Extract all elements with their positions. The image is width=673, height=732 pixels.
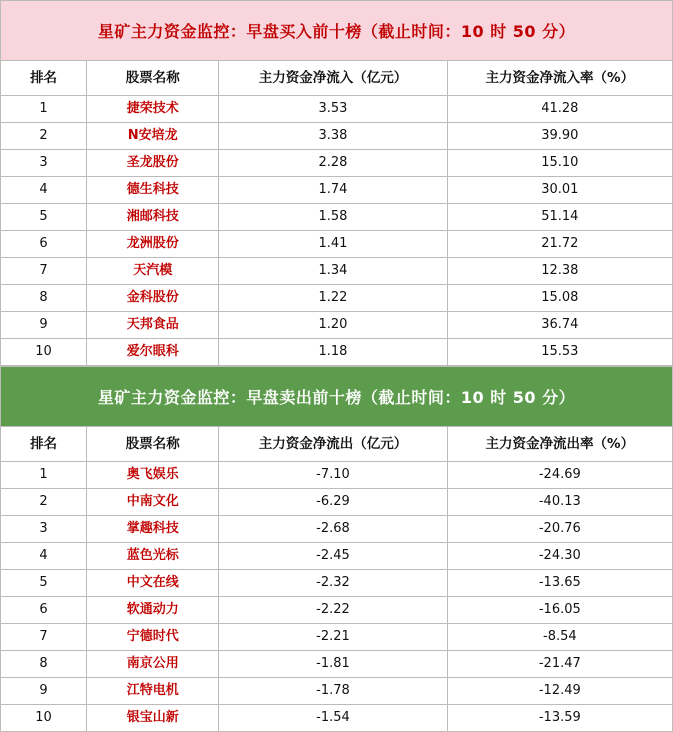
rate-cell: 36.74 — [447, 312, 672, 339]
stock-name-cell: 奥飞娱乐 — [87, 462, 219, 489]
amount-cell: 3.38 — [219, 123, 447, 150]
amount-cell: -2.68 — [219, 516, 447, 543]
table-row — [1, 705, 673, 732]
table-row — [1, 231, 673, 258]
table-row — [1, 516, 673, 543]
rate-cell: -40.13 — [447, 489, 672, 516]
amount-cell: -2.22 — [219, 597, 447, 624]
rank-cell: 9 — [1, 678, 87, 705]
rank-cell: 1 — [1, 96, 87, 123]
rate-cell: -16.05 — [447, 597, 672, 624]
table-row — [1, 543, 673, 570]
rank-cell: 5 — [1, 570, 87, 597]
rate-cell: 30.01 — [447, 177, 672, 204]
stock-name-cell: N安培龙 — [87, 123, 219, 150]
stock-name-cell: 中文在线 — [87, 570, 219, 597]
rate-cell: -12.49 — [447, 678, 672, 705]
amount-cell: 1.18 — [219, 339, 447, 366]
stock-name-cell: 银宝山新 — [87, 705, 219, 732]
amount-cell: 2.28 — [219, 150, 447, 177]
rate-cell: 15.08 — [447, 285, 672, 312]
buy-header-rate: 主力资金净流入率（%） — [447, 61, 672, 96]
buy-header-name: 股票名称 — [87, 61, 219, 96]
amount-cell: 1.20 — [219, 312, 447, 339]
rank-cell: 6 — [1, 231, 87, 258]
rate-cell: -8.54 — [447, 624, 672, 651]
table-row — [1, 597, 673, 624]
table-row — [1, 312, 673, 339]
rate-cell: -20.76 — [447, 516, 672, 543]
table-row — [1, 570, 673, 597]
stock-name-cell: 德生科技 — [87, 177, 219, 204]
stock-name-cell: 圣龙股份 — [87, 150, 219, 177]
rank-cell: 2 — [1, 123, 87, 150]
sell-table-header-row — [1, 427, 673, 462]
stock-name-cell: 爱尔眼科 — [87, 339, 219, 366]
rate-cell: 15.53 — [447, 339, 672, 366]
stock-name-cell: 江特电机 — [87, 678, 219, 705]
rate-cell: 21.72 — [447, 231, 672, 258]
table-row — [1, 678, 673, 705]
table-row — [1, 177, 673, 204]
rate-cell: 41.28 — [447, 96, 672, 123]
stock-name-cell: 天邦食品 — [87, 312, 219, 339]
buy-header-amount: 主力资金净流入（亿元） — [219, 61, 447, 96]
rank-cell: 6 — [1, 597, 87, 624]
sell-section — [0, 366, 673, 732]
stock-name-cell: 掌趣科技 — [87, 516, 219, 543]
rank-cell: 10 — [1, 705, 87, 732]
rank-cell: 3 — [1, 516, 87, 543]
rank-cell: 3 — [1, 150, 87, 177]
buy-table — [0, 60, 673, 366]
stock-name-cell: 软通动力 — [87, 597, 219, 624]
buy-header-rank: 排名 — [1, 61, 87, 96]
table-row — [1, 339, 673, 366]
rank-cell: 9 — [1, 312, 87, 339]
amount-cell: 3.53 — [219, 96, 447, 123]
sell-table — [0, 426, 673, 732]
rank-cell: 7 — [1, 624, 87, 651]
rank-cell: 7 — [1, 258, 87, 285]
stock-name-cell: 蓝色光标 — [87, 543, 219, 570]
amount-cell: -1.54 — [219, 705, 447, 732]
table-row — [1, 462, 673, 489]
sell-header-name: 股票名称 — [87, 427, 219, 462]
amount-cell: -1.78 — [219, 678, 447, 705]
rank-cell: 8 — [1, 285, 87, 312]
table-row — [1, 123, 673, 150]
rank-cell: 4 — [1, 543, 87, 570]
rate-cell: -24.69 — [447, 462, 672, 489]
rank-cell: 10 — [1, 339, 87, 366]
sell-header-rate: 主力资金净流出率（%） — [447, 427, 672, 462]
amount-cell: 1.74 — [219, 177, 447, 204]
sell-section-title: 星矿主力资金监控：早盘卖出前十榜（截止时间：10 时 50 分） — [0, 366, 673, 426]
stock-name-cell: 龙洲股份 — [87, 231, 219, 258]
amount-cell: 1.22 — [219, 285, 447, 312]
stock-name-cell: 湘邮科技 — [87, 204, 219, 231]
amount-cell: -2.45 — [219, 543, 447, 570]
buy-section-title: 星矿主力资金监控：早盘买入前十榜（截止时间：10 时 50 分） — [0, 0, 673, 60]
amount-cell: -7.10 — [219, 462, 447, 489]
table-row — [1, 204, 673, 231]
sell-header-amount: 主力资金净流出（亿元） — [219, 427, 447, 462]
stock-name-cell: 中南文化 — [87, 489, 219, 516]
rank-cell: 2 — [1, 489, 87, 516]
rate-cell: -24.30 — [447, 543, 672, 570]
amount-cell: -6.29 — [219, 489, 447, 516]
rate-cell: -13.65 — [447, 570, 672, 597]
table-row — [1, 150, 673, 177]
amount-cell: 1.41 — [219, 231, 447, 258]
amount-cell: -1.81 — [219, 651, 447, 678]
amount-cell: -2.32 — [219, 570, 447, 597]
stock-name-cell: 金科股份 — [87, 285, 219, 312]
rate-cell: 15.10 — [447, 150, 672, 177]
table-row — [1, 96, 673, 123]
stock-name-cell: 宁德时代 — [87, 624, 219, 651]
rate-cell: -21.47 — [447, 651, 672, 678]
rate-cell: 39.90 — [447, 123, 672, 150]
stock-name-cell: 捷荣技术 — [87, 96, 219, 123]
stock-name-cell: 南京公用 — [87, 651, 219, 678]
rank-cell: 4 — [1, 177, 87, 204]
rank-cell: 8 — [1, 651, 87, 678]
stock-name-cell: 天汽模 — [87, 258, 219, 285]
rank-cell: 5 — [1, 204, 87, 231]
table-row — [1, 258, 673, 285]
table-row — [1, 489, 673, 516]
rate-cell: 12.38 — [447, 258, 672, 285]
amount-cell: 1.58 — [219, 204, 447, 231]
table-row — [1, 651, 673, 678]
rank-cell: 1 — [1, 462, 87, 489]
table-row — [1, 285, 673, 312]
rate-cell: 51.14 — [447, 204, 672, 231]
amount-cell: -2.21 — [219, 624, 447, 651]
table-row — [1, 624, 673, 651]
buy-table-header-row — [1, 61, 673, 96]
sell-header-rank: 排名 — [1, 427, 87, 462]
amount-cell: 1.34 — [219, 258, 447, 285]
rate-cell: -13.59 — [447, 705, 672, 732]
